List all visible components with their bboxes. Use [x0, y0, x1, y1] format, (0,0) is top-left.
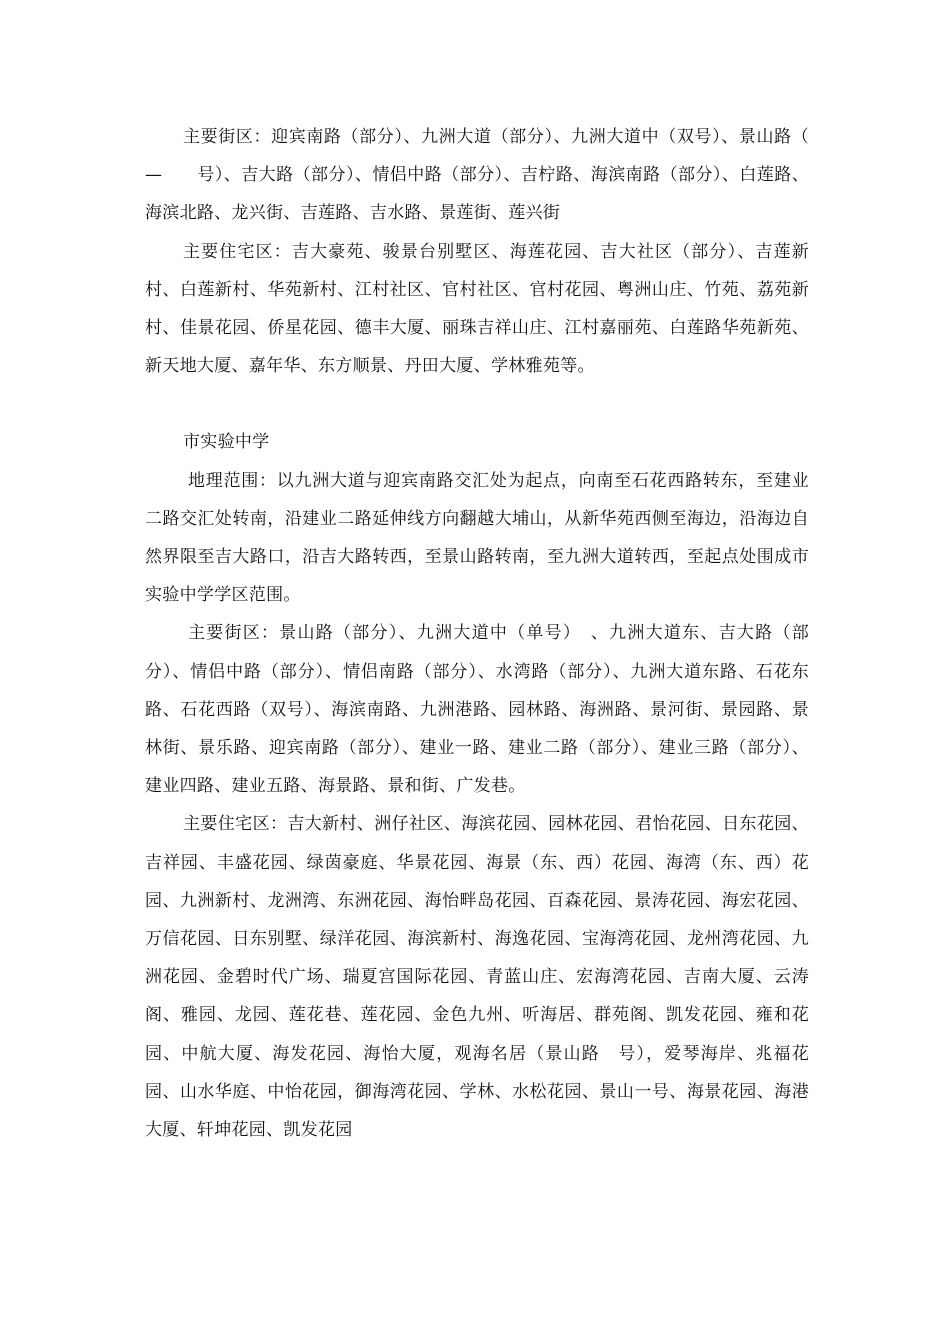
paragraph-main-residential-2: 主要住宅区：吉大新村、洲仔社区、海滨花园、园林花园、君怡花园、日东花园、吉祥园、丰盛花园、绿茵豪庭、华景花园、海景（东、西）花园、海湾（东、西）花园、九洲新村、龙洲湾、东洲花园、海怡畔岛花园、百森花园、景涛花园、海宏花园、万信花园、日东别墅、绿洋花园、海滨新村、海逸花园、宝海湾花园、龙州湾花园、九洲花园、金碧时代广场、瑞夏宫国际花园、青蓝山庄、宏海湾花园、吉南大厦、云涛阁、雅园、龙园、莲花巷、莲花园、金色九州、听海居、群苑阁、凯发花园、雍和花园、中航大厦、海发花园、海怡大厦，观海名居（景山路 号），爱琴海岸、兆福花园、山水华庭、中怡花园，御海湾花园、学林、水松花园、景山一号、海景花园、海港大厦、轩坤花园、凯发花园	[145, 814, 809, 1141]
paragraph-main-streets-2: 主要街区：景山路（部分）、九洲大道中（单号） 、九洲大道东、吉大路（部分）、情侣中路（部分）、情侣南路（部分）、水湾路（部分）、九洲大道东路、石花东路、石花西路（双号）、海滨南路、九洲港路、园林路、海洲路、景河街、景园路、景林街、景乐路、迎宾南路（部分）、建业一路、建业二路（部分）、建业三路（部分）、建业四路、建业五路、海景路、景和街、广发巷。	[145, 623, 809, 797]
section-heading-school: 市实验中学	[183, 432, 270, 453]
paragraph-main-residential-1: 主要住宅区：吉大豪苑、骏景台别墅区、海莲花园、吉大社区（部分）、吉莲新村、白莲新村、华苑新村、江村社区、官村社区、官村花园、粤洲山庄、竹苑、荔苑新村、佳景花园、侨星花园、德丰大厦、丽珠吉祥山庄、江村嘉丽苑、白莲路华苑新苑、新天地大厦、嘉年华、东方顺景、丹田大厦、学林雅苑等。	[145, 241, 809, 377]
paragraph-main-streets-1: 主要街区：迎宾南路（部分）、九洲大道（部分）、九洲大道中（双号）、景山路（ — 号）、吉大路（部分）、情侣中路（部分）、吉柠路、海滨南路（部分）、白莲路、海滨北路、龙兴街、吉莲路、吉水路、景莲街、莲兴街	[145, 127, 844, 224]
paragraph-spacer	[145, 385, 809, 423]
document-body	[145, 118, 844, 1149]
paragraph-geographic-scope: 地理范围：以九洲大道与迎宾南路交汇处为起点，向南至石花西路转东，至建业二路交汇处转南，沿建业二路延伸线方向翻越大埔山，从新华苑西侧至海边，沿海边自然界限至吉大路口，沿吉大路转西，至景山路转南，至九洲大道转西，至起点处围成市实验中学学区范围。	[145, 470, 809, 606]
